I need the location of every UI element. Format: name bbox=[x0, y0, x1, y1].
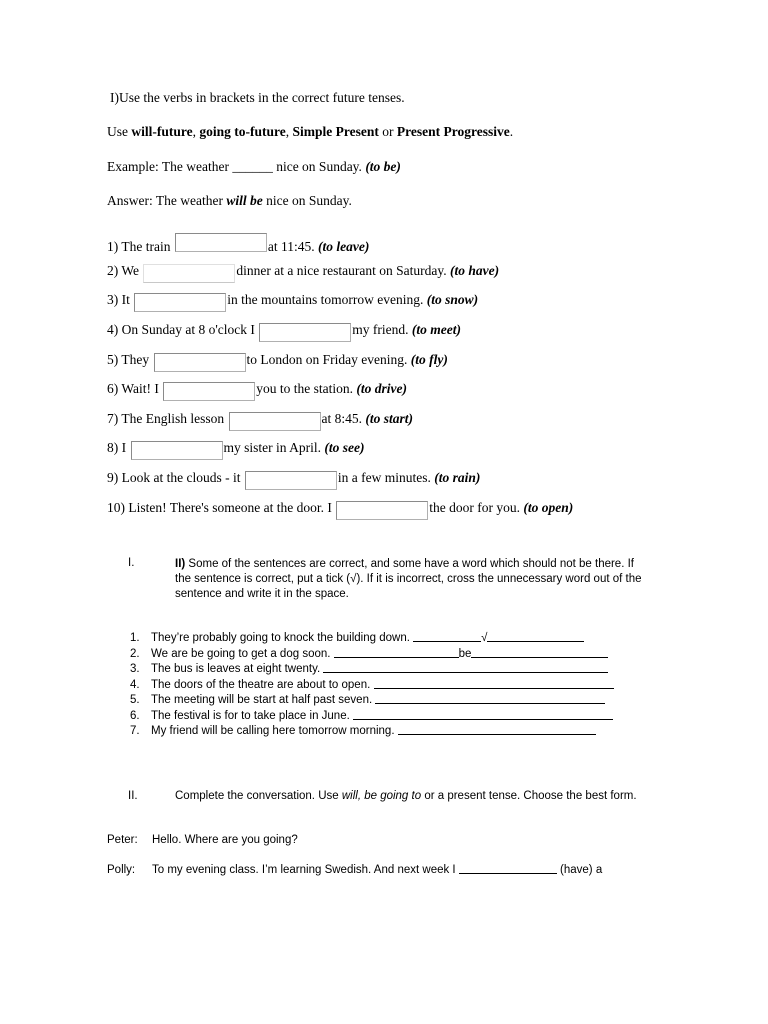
dialogue-line-2 bbox=[107, 862, 602, 876]
answer-blank[interactable] bbox=[471, 646, 608, 658]
section-roman-numeral: I. bbox=[128, 557, 135, 569]
exercise-1-instruction bbox=[107, 124, 513, 140]
verb-hint: (to see) bbox=[324, 440, 365, 455]
item-5 bbox=[107, 352, 448, 372]
exercise-1-heading: I)Use the verbs in brackets in the correct future tenses. bbox=[110, 90, 405, 105]
answer-blank[interactable] bbox=[353, 708, 613, 720]
answer-blank[interactable] bbox=[413, 630, 481, 642]
answer-input-7[interactable] bbox=[229, 412, 321, 431]
tense-present-progressive: Present Progressive bbox=[396, 124, 510, 139]
item-text-after: you to the station. bbox=[256, 381, 357, 396]
sentence: The meeting will be start at half past seven. bbox=[151, 694, 376, 706]
item-text-after: at 11:45. bbox=[267, 239, 318, 254]
item-text-before: 1) The train bbox=[107, 239, 174, 254]
example-hint: (to be) bbox=[365, 159, 401, 174]
verb-hint: (to leave) bbox=[317, 239, 370, 254]
answer-blank[interactable] bbox=[398, 723, 596, 735]
period: . bbox=[509, 124, 514, 139]
answer-blank[interactable] bbox=[375, 692, 605, 704]
item-8 bbox=[107, 440, 364, 460]
answer-prefix: Answer: The weather bbox=[107, 193, 227, 208]
dialogue-text: Hello. Where are you going? bbox=[152, 834, 298, 846]
item-text-after: at 8:45. bbox=[321, 411, 366, 426]
tense-simple-present: Simple Present bbox=[292, 124, 379, 139]
sentence: My friend will be calling here tomorrow morning. bbox=[151, 725, 398, 737]
separator-or: or bbox=[378, 124, 397, 139]
exercise-2-instruction bbox=[175, 557, 642, 602]
answer-input-10[interactable] bbox=[336, 501, 428, 520]
sentence: They’re probably going to knock the building down. bbox=[151, 632, 414, 644]
answer-blank[interactable] bbox=[374, 677, 614, 689]
answer-input-8[interactable] bbox=[131, 441, 223, 460]
verb-hint: (have) a bbox=[556, 864, 603, 876]
verb-hint: (to start) bbox=[365, 411, 414, 426]
item-text-before: 8) I bbox=[107, 440, 130, 455]
item-4 bbox=[107, 322, 461, 342]
sentence: The doors of the theatre are about to open. bbox=[151, 678, 374, 691]
verb-hint: (to snow) bbox=[426, 292, 479, 307]
item-9 bbox=[107, 470, 480, 490]
instruction-line-3: sentence and write it in the space. bbox=[175, 588, 349, 600]
item-number: 4. bbox=[130, 678, 140, 691]
item-text-after: the door for you. bbox=[429, 500, 524, 515]
instruction-prefix: Use bbox=[107, 124, 132, 139]
answer-input-4[interactable] bbox=[259, 323, 351, 342]
item-text-before: 5) They bbox=[107, 352, 153, 367]
sentence: We are be going to get a dog soon. bbox=[151, 647, 334, 660]
answer-suffix: nice on Sunday. bbox=[262, 193, 352, 208]
answer-bold: will be bbox=[226, 193, 263, 208]
verb-hint: (to meet) bbox=[411, 322, 462, 337]
item-1 bbox=[107, 233, 369, 255]
list-item bbox=[130, 646, 614, 662]
item-text-before: 4) On Sunday at 8 o'clock I bbox=[107, 322, 259, 337]
answer-input-9[interactable] bbox=[245, 471, 337, 490]
item-7 bbox=[107, 411, 413, 431]
verb-hint: (to rain) bbox=[434, 470, 481, 485]
item-number: 7. bbox=[130, 725, 140, 737]
exercise-3-instruction bbox=[175, 790, 637, 802]
verb-hint: (to open) bbox=[523, 500, 574, 515]
dialogue-text: To my evening class. I’m learning Swedish. And next week I bbox=[152, 864, 459, 876]
item-number: 3. bbox=[130, 663, 140, 675]
answer-line bbox=[107, 193, 352, 209]
list-item bbox=[130, 630, 614, 646]
answer-blank[interactable] bbox=[487, 630, 584, 642]
sentence: The festival is for to take place in June. bbox=[151, 709, 353, 722]
verb-hint: (to drive) bbox=[356, 381, 408, 396]
item-10 bbox=[107, 500, 573, 520]
answer-blank[interactable] bbox=[323, 661, 608, 673]
instruction-prefix: Complete the conversation. Use bbox=[175, 790, 342, 802]
answer-input-2[interactable] bbox=[143, 264, 235, 283]
answer-blank[interactable] bbox=[334, 646, 459, 658]
sentence: The bus is leaves at eight twenty. bbox=[151, 663, 324, 675]
tense-will-future: will-future bbox=[131, 124, 193, 139]
answer-input-6[interactable] bbox=[163, 382, 255, 401]
item-text-after: in a few minutes. bbox=[337, 470, 435, 485]
item-text-after: in the mountains tomorrow evening. bbox=[227, 292, 427, 307]
exercise-2-label: II) bbox=[175, 558, 186, 570]
item-text-before: 10) Listen! There's someone at the door. I bbox=[107, 500, 336, 515]
item-number: 1. bbox=[130, 632, 140, 644]
answer-text: be bbox=[458, 647, 472, 660]
item-text-after: to London on Friday evening. bbox=[246, 352, 411, 367]
example-text: Example: The weather ______ nice on Sunday. bbox=[107, 159, 366, 174]
item-text-before: 9) Look at the clouds - it bbox=[107, 470, 244, 485]
list-item bbox=[130, 692, 614, 708]
instruction-line-1: Some of the sentences are correct, and some have a word which should not be there. If bbox=[185, 558, 634, 570]
item-number: 5. bbox=[130, 694, 140, 706]
item-text-before: 7) The English lesson bbox=[107, 411, 228, 426]
item-text-before: 6) Wait! I bbox=[107, 381, 163, 396]
speaker-name: Peter: bbox=[107, 834, 138, 846]
exercise-2-list bbox=[130, 630, 614, 739]
item-text-before: 2) We bbox=[107, 263, 143, 278]
answer-input-1[interactable] bbox=[175, 233, 267, 252]
separator: , bbox=[285, 124, 293, 139]
list-item bbox=[130, 708, 614, 724]
item-text-before: 3) It bbox=[107, 292, 134, 307]
list-item bbox=[130, 723, 614, 739]
item-number: 6. bbox=[130, 709, 140, 722]
tense-going-to-future: going to-future bbox=[199, 124, 286, 139]
separator: , bbox=[192, 124, 200, 139]
item-2 bbox=[107, 263, 499, 283]
item-text-after: my sister in April. bbox=[223, 440, 325, 455]
verb-hint: (to fly) bbox=[410, 352, 448, 367]
item-text-after: my friend. bbox=[352, 322, 412, 337]
speaker-name: Polly: bbox=[107, 864, 136, 876]
list-item bbox=[130, 677, 614, 693]
answer-input-3[interactable] bbox=[134, 293, 226, 312]
answer-text: √ bbox=[481, 632, 488, 644]
instruction-suffix: or a present tense. Choose the best form. bbox=[421, 790, 637, 802]
dialogue-line-1 bbox=[107, 834, 298, 846]
item-number: 2. bbox=[130, 647, 140, 660]
instruction-line-2: the sentence is correct, put a tick (√). If it is incorrect, cross the unnecessary word out of the bbox=[175, 573, 642, 585]
section-roman-numeral-2: II. bbox=[128, 790, 138, 802]
instruction-italic: will, be going to bbox=[341, 790, 422, 802]
item-6 bbox=[107, 381, 407, 401]
item-3 bbox=[107, 292, 478, 312]
item-text-after: dinner at a nice restaurant on Saturday. bbox=[236, 263, 450, 278]
example-line bbox=[107, 159, 401, 175]
list-item bbox=[130, 661, 614, 677]
answer-input-5[interactable] bbox=[154, 353, 246, 372]
answer-blank[interactable] bbox=[459, 862, 557, 874]
verb-hint: (to have) bbox=[449, 263, 500, 278]
